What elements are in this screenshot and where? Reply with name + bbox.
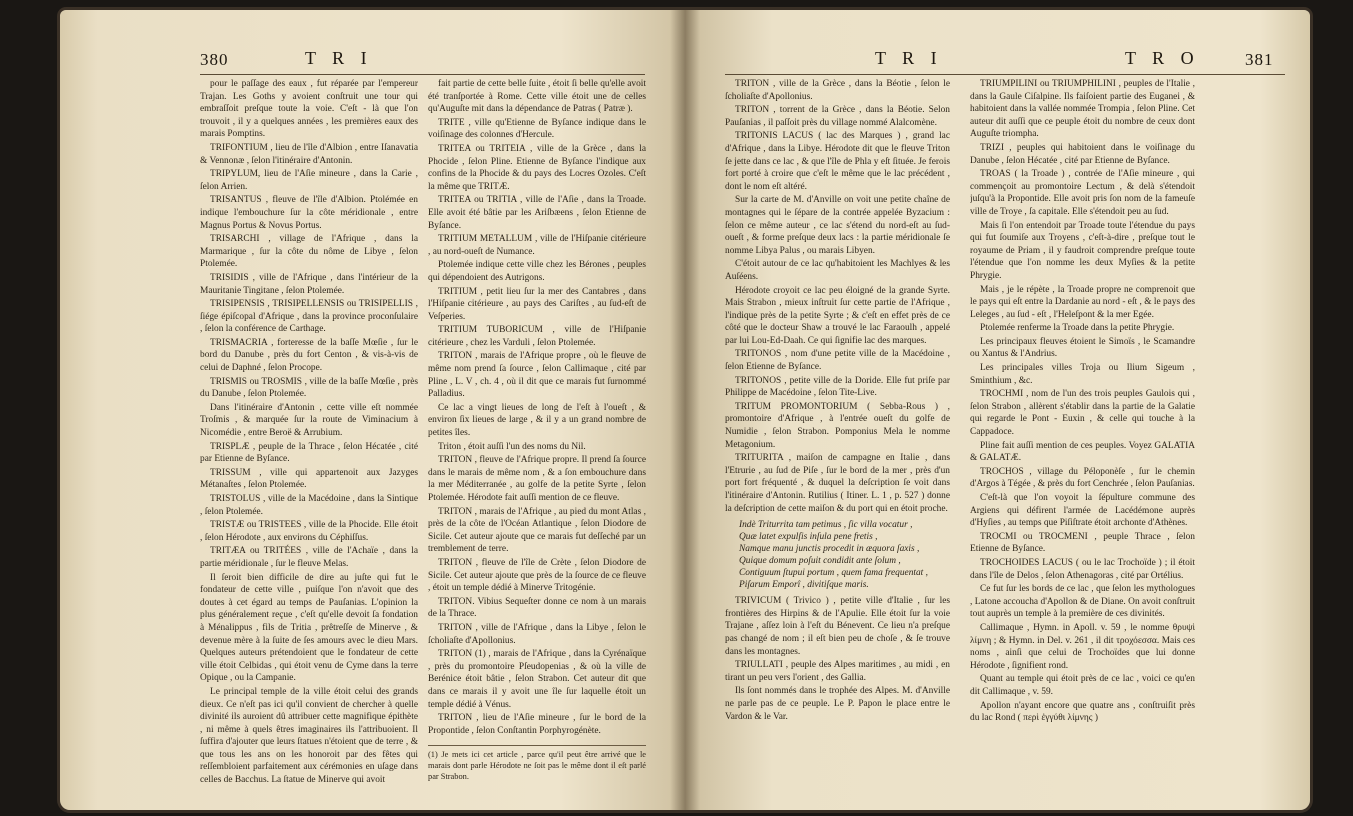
- entry-paragraph: Le principal temple de la ville étoit celui des grands dieux. Ce n'eſt pas ici qu'il convient de chercher à quelle divinité ils auroient dû attribuer cette magnifique épithète , ni même à quels êtres imaginaires ils l'attribuoient. Il ſuffira d'ajouter que leurs ſtatues n'étoient que de terre , & que tous les ans on les honoroit par des fêtes qui reſſembloient parfaitement aux cérémonies en uſage dans celles de Bacchus. La ſtatue de Minerve qui avoit: [200, 686, 418, 786]
- right-page: [685, 10, 1310, 810]
- left-column-2: [428, 78, 646, 798]
- entry-paragraph: TRISTOLUS , ville de la Macédoine , dans la Sintique , ſelon Ptolemée.: [200, 494, 418, 517]
- right-column-1: [725, 78, 950, 798]
- entry-paragraph: TRIUMPILINI ou TRIUMPHILINI , peuples de l'Italie , dans la Gaule Ciſalpine. Ils faiſoient partie des Euganei , & habitoient dans la vallée nommée Trompia , ſelon Pline. Cet auteur dit auſſi que ce peuple étoit du nombre de ceux dont Auguſte triompha.: [970, 79, 1195, 140]
- entry-paragraph: C'étoit autour de ce lac qu'habitoient les Machlyes & les Auſéens.: [725, 259, 950, 282]
- entry-paragraph: TRISIPENSIS , TRISIPELLENSIS ou TRISIPELLIS , ſiége épiſcopal d'Afrique , dans la province proconſulaire , ſelon la conférence de Carthage.: [200, 299, 418, 335]
- entry-paragraph: Il ſeroit bien difficile de dire au juſte qui fut le fondateur de cette ville , puiſque l'on n'avoit que des doutes à cet égard au temps de Pauſanias. L'opinion la plus généralement reçue , c'eſt qu'elle devoit ſa fondation à Ménalippus , fils de Tritia , prêtreſſe de Minerve , & devenue mère à la ſuite de ſes amours avec le dieu Mars. Quelques auteurs prétendoient que le fondateur de cette ville étoit Celbidas , qui étoit venu de Cyme dans la terre Opique , ou la Campanie.: [200, 572, 418, 684]
- entry-paragraph: TRISPLÆ , peuple de la Thrace , ſelon Hécatée , cité par Etienne de Byſance.: [200, 441, 418, 465]
- entry-paragraph: TRISSUM , ville qui appartenoit aux Jazyges Métanaſtes , ſelon Ptolemée.: [200, 467, 418, 491]
- left-page-number: 380: [200, 50, 229, 69]
- entry-paragraph: TRITON , lieu de l'Aſie mineure , ſur le bord de la Propontide , ſelon Conſtantin Porphyrogénète.: [428, 713, 646, 736]
- entry-paragraph: Dans l'itinéraire d'Antonin , cette ville eſt nommée Troſmis , & marquée ſur la route de Viminacium à Nicomédie , entre Beroë & Arrubium.: [200, 402, 418, 439]
- entry-paragraph: TRITIUM TUBORICUM , ville de l'Hiſpanie citérieure , chez les Varduli , ſelon Ptolemée.: [428, 325, 646, 348]
- entry-paragraph: TRISIDIS , ville de l'Afrique , dans l'intérieur de la Mauritanie Tingitane , ſelon Ptolemée.: [200, 272, 418, 296]
- entry-paragraph: TRITIUM , petit lieu ſur la mer des Cantabres , dans l'Hiſpanie citérieure , au pays des Cariſtes , au ſud-eſt de Veſperies.: [428, 286, 646, 322]
- book-gutter: [670, 10, 700, 810]
- entry-paragraph: TRITEA ou TRITIA , ville de l'Aſie , dans la Troade. Elle avoit été bâtie par les Ariſbæens , ſelon Etienne de Byſance.: [428, 195, 646, 231]
- entry-paragraph: TRITE , ville qu'Etienne de Byſance indique dans le voiſinage des colonnes d'Hercule.: [428, 117, 646, 141]
- verse-line: Piſarum Emporî , divitiſque maris.: [739, 580, 869, 591]
- entry-paragraph: Quant au temple qui étoit près de ce lac , voici ce qu'en dit Callimaque , v. 59.: [970, 674, 1195, 697]
- entry-paragraph: TRITON. Vibius Sequeſter donne ce nom à un marais de la Thrace.: [428, 596, 646, 620]
- verse-line: Indè Triturrita tam petimus , ſic villa vocatur ,: [739, 520, 913, 531]
- entry-paragraph: TRIVICUM ( Trivico ) , petite ville d'Italie , ſur les frontières des Hirpins & de l'Apulie. Elle étoit ſur la voie Trajane , aſſez loin à l'eſt du Bénevent. Ce lieu n'a preſque pas changé de nom ; il eſt bien peu de choſe , & ſe trouve dans les montagnes.: [725, 596, 950, 657]
- left-column-1: [200, 78, 418, 798]
- entry-paragraph: Ptolemée renferme la Troade dans la petite Phrygie.: [980, 323, 1175, 334]
- entry-paragraph: Ce lac a vingt lieues de long de l'eſt à l'oueſt , & environ ſix lieues de large , & il y a un grand nombre de petites îles.: [428, 402, 646, 439]
- entry-paragraph: TRIULLATI , peuple des Alpes maritimes , au midi , en tirant un peu vers l'orient , des Gallia.: [725, 660, 950, 683]
- latin-verse: [739, 519, 950, 591]
- entry-paragraph: TRITON , fleuve de l'île de Crète , ſelon Diodore de Sicile. Cet auteur ajoute que près de la ſource de ce fleuve , étoit un temple dédié à Minerve Tritogénie.: [428, 557, 646, 594]
- entry-paragraph: TRITEA ou TRITEIA , ville de la Grèce , dans la Phocide , ſelon Pline. Etienne de Byſance l'indique aux confins de la Phocide & du pays des Locres Ozoles. C'eſt la même que TRITÆ.: [428, 143, 646, 192]
- entry-paragraph: TRIFONTIUM , lieu de l'île d'Albion , entre Iſanavatia & Vennonæ , ſelon l'itinéraire d'Antonin.: [200, 142, 418, 166]
- entry-paragraph: TRITURITA , maiſon de campagne en Italie , dans l'Etrurie , au ſud de Piſe , ſur le bord de la mer , près d'un port fort fréquenté , & duquel la deſcription ſe voit dans l'itinéraire d'Antonin. Rutilius ( Itiner. L. 1 , p. 527 ) donne la deſcription de cette maiſon & du port qui en étoit proche.: [725, 453, 950, 514]
- entry-paragraph: C'eſt-là que l'on voyoit la ſépulture commune des Argiens qui défirent l'armée de Lacédémone auprès d'Hyſies , au temps que Piſiſtrate étoit archonte d'Athènes.: [970, 493, 1195, 529]
- entry-paragraph: TRITONIS LACUS ( lac des Marques ) , grand lac d'Afrique , dans la Libye. Hérodote dit que le fleuve Triton ſe jette dans ce lac , & que l'île de Phla y eſt ſituée. Je ferois fort porté à croire que c'eſt le même que le lac précédent , dont le nom eſt altéré.: [725, 131, 950, 192]
- entry-paragraph: Mais ſi l'on entendoit par Troade toute l'étendue du pays qui fut ſoumiſe aux Troyens , c'eſt-à-dire , preſque tout le royaume de Priam , il y faudroit comprendre preſque toute l'étendue que l'on nomme les deux Myſies & la petite Phrygie.: [970, 220, 1195, 281]
- entry-paragraph: Les principaux fleuves étoient le Simoïs , le Scamandre ou Xantus & l'Andrius.: [970, 336, 1195, 360]
- right-header-rule: [725, 74, 1285, 75]
- right-page-number: 381: [1245, 50, 1274, 69]
- entry-paragraph: TRISMACRIA , forteresse de la baſſe Mœſie , ſur le bord du Danube , près du fort Centon , & vis-à-vis de celui de Daphné , ſelon Procope.: [200, 337, 418, 374]
- entry-paragraph: TRITUM PROMONTORIUM ( Sebba-Rous ) , promontoire d'Afrique , à l'entrée oueſt du golfe de Numidie , ſelon Strabon. Pomponius Mela le nomme Metagonium.: [725, 401, 950, 450]
- entry-paragraph: Sur la carte de M. d'Anville on voit une petite chaîne de montagnes qui le ſépare de la contrée appelée Byzacium : ſelon ce même auteur , ce lac s'étend du nord-eſt au ſud-oueſt , & forme preſque deux lacs : la partie méridionale ſe nomme Libya Palus , ou marais Libyen.: [725, 195, 950, 256]
- open-book: [60, 10, 1310, 810]
- entry-paragraph: TRISMIS ou TROSMIS , ville de la baſſe Mœſie , près du Danube , ſelon Ptolemée.: [200, 376, 418, 400]
- entry-paragraph: Ils ſont nommés dans le trophée des Alpes. M. d'Anville ne parle pas de ce peuple. Le P. Papon le place entre le Vardon & le Var.: [725, 686, 950, 722]
- entry-paragraph: TRITON , marais de l'Afrique , au pied du mont Atlas , près de la côte de l'Océan Atlantique , ſelon Diodore de Sicile. Cet auteur ajoute que ce marais fut deſſeché par un tremblement de terre.: [428, 506, 646, 555]
- entry-paragraph: TRITONOS , nom d'une petite ville de la Macédoine , ſelon Etienne de Byſance.: [725, 349, 950, 373]
- entry-paragraph: TROAS ( la Troade ) , contrée de l'Aſie mineure , qui commençoit au promontoire Lectum , & delà s'étendoit juſqu'à la Propontide. Elle avoit pris ſon nom de la fameuſe ville de Troye , ſa capitale. Elle s'étendoit peu au ſud.: [970, 169, 1195, 217]
- entry-paragraph: TRITON , fleuve de l'Afrique propre. Il prend ſa ſource dans le marais de même nom , & a ſon embouchure dans la mer Méditerranée , au golfe de la petite Syrte , ſelon Ptolemée. Hérodote fait auſſi mention de ce fleuve.: [428, 455, 646, 503]
- left-header-rule: [200, 74, 645, 75]
- entry-paragraph: TRISARCHI , village de l'Afrique , dans la Marmarique , ſur la côte du nôme de Libye , ſelon Ptolemée.: [200, 234, 418, 270]
- entry-paragraph: TRITONOS , petite ville de la Doride. Elle fut priſe par Philippe de Macédoine , ſelon Tite-Live.: [725, 375, 950, 399]
- right-column-2: [970, 78, 1195, 798]
- entry-paragraph: Triton , étoit auſſi l'un des noms du Nil.: [438, 441, 586, 452]
- entry-paragraph: Apollon n'ayant encore que quatre ans , conſtruiſit près du lac Rond ( περὶ ἐγγύθι λίμνης ): [970, 700, 1195, 724]
- verse-line: Quique domum poſuit condidit ante ſolum ,: [739, 556, 901, 567]
- verse-line: Quæ latet expulſis inſula pene fretis ,: [739, 532, 878, 543]
- entry-paragraph: Hérodote croyoit ce lac peu éloigné de la grande Syrte. Mais Strabon , mieux inſtruit ſur cette partie de l'Afrique , l'indique près de la petite Syrte ; & c'eſt en effet près de ce côté que le docteur Shaw a trouvé le lac Faraoulh , appelé par lui Lou-Ed-Daah. Ce qui ſignifie lac des marques.: [725, 285, 950, 346]
- entry-paragraph: TROCHMI , nom de l'un des trois peuples Gaulois qui , ſelon Strabon , allèrent s'établir dans la partie de la Galatie qui regarde le Pont - Euxin , & celle qui touche à la Cappadoce.: [970, 389, 1195, 438]
- footnote: (1) Je mets ici cet article , parce qu'il peut être arrivé que le marais dont parle Hérodote ne ſoit pas le même dont il eſt parlé par Strabon.: [428, 745, 646, 782]
- verse-line: Contiguum ſtupui portum , quem fama frequentat ,: [739, 568, 928, 579]
- right-page-header: T R O: [1125, 48, 1200, 68]
- entry-paragraph: TRITON , torrent de la Grèce , dans la Béotie. Selon Pauſanias , il paſſoit près du village nommé Alalcomène.: [725, 105, 950, 128]
- entry-paragraph: Ce fut ſur les bords de ce lac , que ſelon les mythologues , Latone accoucha d'Apollon & de Diane. On avoit conſtruit tout auprès un temple à la première de ces divinités.: [970, 584, 1195, 620]
- verse-line: Namque manu junctis procedit in æquora ſaxis ,: [739, 544, 920, 555]
- entry-paragraph: Pline fait auſſi mention de ces peuples. Voyez GALATIA & GALATÆ.: [970, 440, 1195, 464]
- entry-paragraph: Mais , je le répète , la Troade propre ne comprenoit que le pays qui eſt entre la Dardanie au nord - eſt , & le pays des Leleges , au ſud - eſt , l'Heleſpont & la mer Egée.: [970, 284, 1195, 320]
- entry-paragraph: TRITON , ville de l'Afrique , dans la Libye , ſelon le ſcholiaſte d'Apollonius.: [428, 622, 646, 646]
- right-page-left-header: T R I: [875, 48, 943, 68]
- entry-paragraph: TROCHOIDES LACUS ( ou le lac Trochoïde ) ; il étoit dans l'île de Delos , ſelon Athenagoras , cité par Ortélius.: [970, 557, 1195, 581]
- entry-paragraph: TRITÆA ou TRITÉES , ville de l'Achaïe , dans la partie méridionale , ſur le fleuve Melas.: [200, 546, 418, 569]
- entry-paragraph: fait partie de cette belle ſuite , étoit ſi belle qu'elle avoit été tranſportée à Rome. Cette ville étoit une de celles qu'Auguſte mit dans la dépendance de Patras ( Patræ ).: [428, 79, 646, 115]
- left-page: [60, 10, 685, 810]
- entry-paragraph: Les principales villes Troja ou Ilium Sigeum , Sminthium , &c.: [970, 363, 1195, 386]
- entry-paragraph: TRITON , marais de l'Afrique propre , où le fleuve de même nom prend ſa ſource , ſelon Callimaque , cité par Pline , L. V , ch. 4 , où il dit que ce marais fut ſurnommé Palladius.: [428, 351, 646, 400]
- entry-paragraph: TRIPYLUM, lieu de l'Aſie mineure , dans la Carie , ſelon Arrien.: [200, 169, 418, 192]
- entry-paragraph: TROCHOS , village du Péloponèſe , ſur le chemin d'Argos à Tégée , & près du fort Cenchrée , ſelon Pauſanias.: [970, 466, 1195, 490]
- entry-paragraph: TRIZI , peuples qui habitoient dans le voiſinage du Danube , ſelon Hécatée , cité par Etienne de Byſance.: [970, 142, 1195, 166]
- entry-paragraph: TRITON , ville de la Grèce , dans la Béotie , ſelon le ſcholiaſte d'Apollonius.: [725, 79, 950, 102]
- entry-paragraph: pour le paſſage des eaux , fut réparée par l'empereur Trajan. Les Goths y avoient conſtruit une tour qui embraſſoit preſque toute la voie. C'eſt - là que l'on trouvoit , il y a quelques années , les premières eaux des marais Pomptins.: [200, 79, 418, 140]
- left-page-header: T R I: [305, 48, 373, 68]
- entry-paragraph: TRITON (1) , marais de l'Afrique , dans la Cyrénaïque , près du promontoire Pſeudopenias , & où la ville de Berénice étoit bâtie , ſelon Strabon. Cet auteur dit que dans ce marais il y avoit une île ſur laquelle étoit un temple dédié à Vénus.: [428, 649, 646, 710]
- entry-paragraph: Ptolemée indique cette ville chez les Bérones , peuples qui dépendoient des Autrigons.: [428, 260, 646, 283]
- entry-paragraph: TRISANTUS , fleuve de l'île d'Albion. Ptolémée en indique l'embouchure ſur la côte méridionale , entre Magnus Portus & Novus Portus.: [200, 195, 418, 231]
- entry-paragraph: TROCMI ou TROCMENI , peuple Thrace , ſelon Etienne de Byſance.: [970, 531, 1195, 555]
- entry-paragraph: TRISTÆ ou TRISTEES , ville de la Phocide. Elle étoit , ſelon Hérodote , aux environs du Céphiſſus.: [200, 520, 418, 543]
- entry-paragraph: TRITIUM METALLUM , ville de l'Hiſpanie citérieure , au nord-oueſt de Numance.: [428, 234, 646, 257]
- entry-paragraph: Callimaque , Hymn. in Apoll. v. 59 , le nomme θρυψὶ λίμνη ; & Hymn. in Del. v. 261 , il dit τροχόεσσα. Mais ces noms , ainſi que celui de Trochoïdes que lui donne Hérodote , ſignifient rond.: [970, 622, 1195, 671]
